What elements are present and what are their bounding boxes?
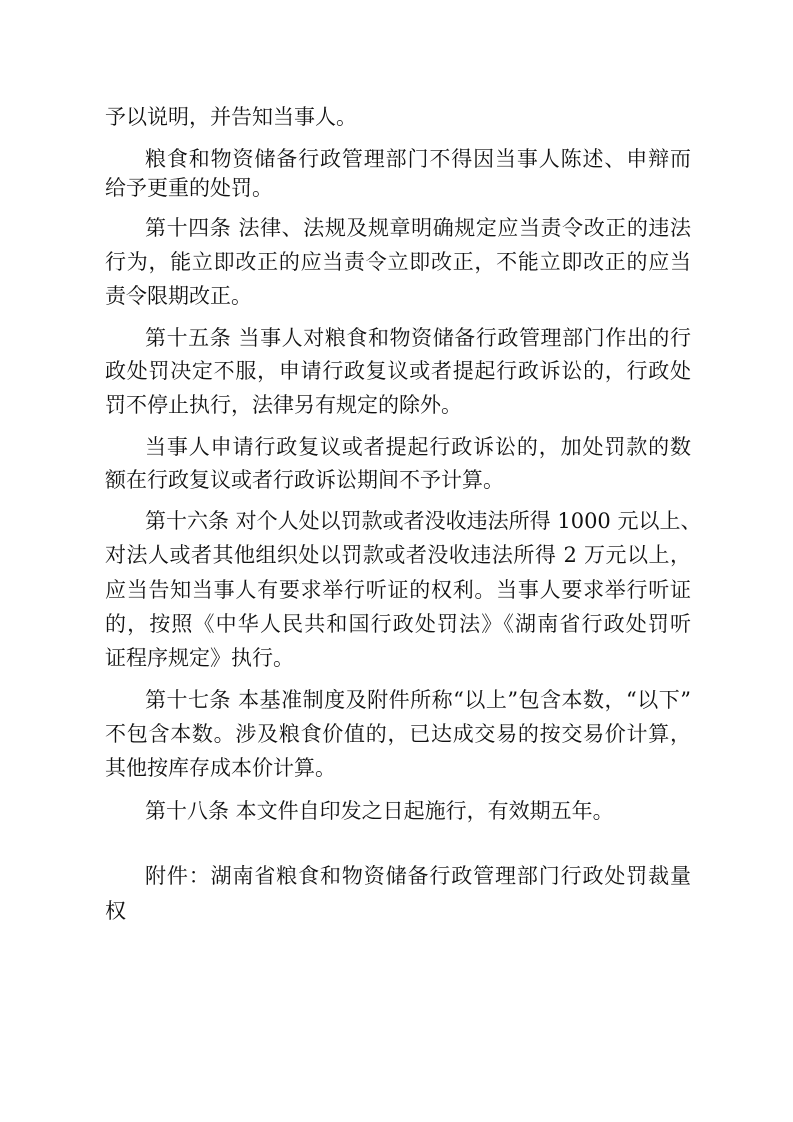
text-line-12: 第十六条 对个人处以罚款或者没收违法所得 1000 元以上、 [145, 509, 702, 533]
text-line-1: 予以说明，并告知当事人。 [105, 105, 357, 129]
text-line-18: 不包含本数。涉及粮食价值的，已达成交易的按交易价计算， [105, 722, 691, 746]
text-line-13: 对法人或者其他组织处以罚款或者没收违法所得 2 万元以上， [105, 543, 691, 567]
text-line-3: 给予更重的处罚。 [105, 176, 273, 200]
text-line-10: 当事人申请行政复议或者提起行政诉讼的，加处罚款的数 [145, 435, 691, 459]
text-line-8: 政处罚决定不服，申请行政复议或者提起行政诉讼的，行政处 [105, 359, 691, 383]
text-line-20: 第十八条 本文件自印发之日起施行，有效期五年。 [145, 799, 614, 823]
text-line-17: 第十七条 本基准制度及附件所称“以上”包含本数，“以下” [145, 688, 691, 712]
text-line-15: 的，按照《中华人民共和国行政处罚法》《湖南省行政处罚听 [105, 612, 691, 636]
attachment-line-1: 附件：湖南省粮食和物资储备行政管理部门行政处罚裁量 [145, 864, 691, 888]
text-line-16: 证程序规定》执行。 [105, 646, 294, 670]
text-line-11: 额在行政复议或者行政诉讼期间不予计算。 [105, 468, 504, 492]
attachment-line-2: 权 [105, 899, 126, 923]
text-line-6: 责令限期改正。 [105, 284, 252, 308]
text-line-14: 应当告知当事人有要求举行听证的权利。当事人要求举行听证 [105, 578, 691, 602]
text-line-19: 其他按库存成本价计算。 [105, 756, 336, 780]
text-line-5: 行为，能立即改正的应当责令立即改正，不能立即改正的应当 [105, 250, 691, 274]
text-line-7: 第十五条 当事人对粮食和物资储备行政管理部门作出的行 [145, 326, 691, 350]
text-line-4: 第十四条 法律、法规及规章明确规定应当责令改正的违法 [145, 216, 691, 240]
text-line-9: 罚不停止执行，法律另有规定的除外。 [105, 393, 462, 417]
text-line-2: 粮食和物资储备行政管理部门不得因当事人陈述、申辩而 [145, 147, 691, 171]
